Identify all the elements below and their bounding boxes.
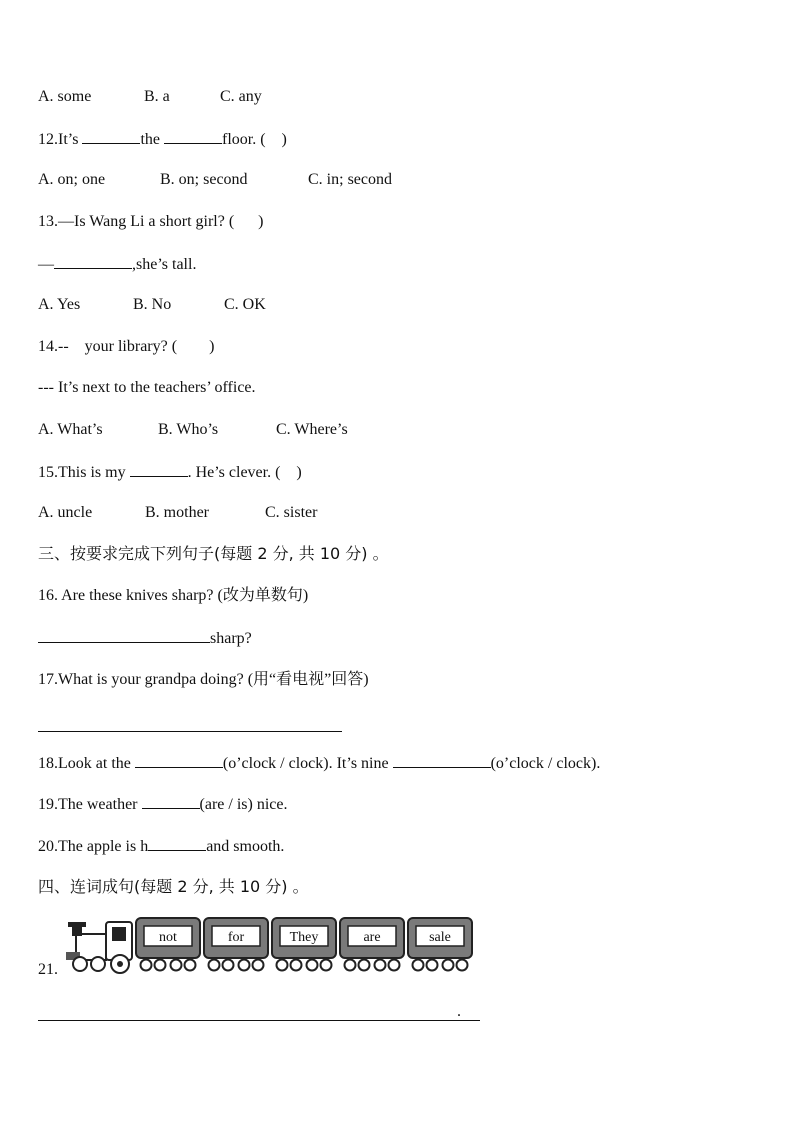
word-card: are: [363, 930, 381, 945]
option-c: C. in; second: [308, 171, 392, 188]
question-text: (are / is) nice.: [199, 796, 288, 813]
option-a: A. some: [38, 88, 92, 105]
option-c: C. sister: [265, 504, 318, 521]
question-12: [38, 129, 287, 150]
train-car-1: [136, 918, 200, 971]
question-21-number: 21.: [38, 961, 58, 978]
question-text: and smooth.: [206, 838, 285, 855]
question-text: (o’clock / clock). It’s nine: [222, 755, 393, 772]
question-17: 17.What is your grandpa doing? (用“看电视”回答): [38, 671, 369, 688]
word-card: for: [227, 930, 245, 945]
question-text: (o’clock / clock).: [490, 755, 601, 772]
option-a: A. What’s: [38, 421, 103, 438]
locomotive-icon: [66, 922, 132, 973]
question-16-answer-line: [38, 628, 252, 649]
option-b: B. mother: [145, 504, 209, 521]
question-18: [38, 753, 600, 774]
option-a: A. on; one: [38, 171, 106, 188]
train-car-5: [408, 918, 472, 971]
answer-blank[interactable]: [393, 753, 491, 768]
question-text: 20.The apple is h: [38, 838, 149, 855]
question-text: ,she’s tall.: [132, 256, 197, 273]
question-text: 15.This is my: [38, 464, 130, 481]
word-card: sale: [429, 930, 451, 945]
question-13: 13.—Is Wang Li a short girl? ( ): [38, 213, 264, 230]
question-text: 18.Look at the: [38, 755, 135, 772]
answer-blank[interactable]: [148, 836, 206, 851]
answer-blank[interactable]: [135, 753, 223, 768]
option-c: C. Where’s: [276, 421, 348, 438]
option-c: C. any: [220, 88, 262, 105]
option-b: B. No: [133, 296, 172, 313]
option-a: A. uncle: [38, 504, 93, 521]
answer-blank[interactable]: [54, 254, 132, 269]
word-card: not: [159, 930, 177, 945]
train-car-2: [204, 918, 268, 971]
question-19: [38, 794, 287, 815]
question-text: the: [140, 131, 164, 148]
option-b: B. Who’s: [158, 421, 219, 438]
answer-blank[interactable]: [82, 129, 140, 144]
answer-blank[interactable]: [38, 628, 210, 643]
question-text: sharp?: [210, 630, 252, 647]
question-text: floor. ( ): [222, 131, 287, 148]
option-a: A. Yes: [38, 296, 81, 313]
answer-line[interactable]: [38, 731, 342, 732]
option-b: B. a: [144, 88, 170, 105]
question-14-reply: --- It’s next to the teachers’ office.: [38, 379, 256, 396]
word-card: They: [289, 930, 319, 945]
train-car-3: [272, 918, 336, 971]
question-13-answer-line: [38, 254, 196, 275]
answer-blank[interactable]: [164, 129, 222, 144]
dash: —: [38, 256, 54, 273]
section-3-title: 三、按要求完成下列句子(每题 2 分, 共 10 分) 。: [38, 544, 389, 563]
option-c: C. OK: [224, 296, 266, 313]
question-15: [38, 462, 302, 483]
answer-line[interactable]: [38, 1020, 480, 1021]
question-text: . He’s clever. ( ): [187, 464, 302, 481]
option-b: B. on; second: [160, 171, 248, 188]
answer-blank[interactable]: [130, 462, 188, 477]
question-14: 14.-- your library? ( ): [38, 338, 215, 355]
question-text: 19.The weather: [38, 796, 142, 813]
question-20: [38, 836, 284, 857]
section-4-title: 四、连词成句(每题 2 分, 共 10 分) 。: [38, 877, 309, 896]
train-picture: [64, 914, 474, 976]
question-16: 16. Are these knives sharp? (改为单数句): [38, 587, 309, 604]
answer-blank[interactable]: [142, 794, 200, 809]
sentence-period: .: [457, 1003, 461, 1020]
question-number: 12.: [38, 131, 58, 148]
train-car-4: [340, 918, 404, 971]
question-text: It’s: [58, 131, 83, 148]
